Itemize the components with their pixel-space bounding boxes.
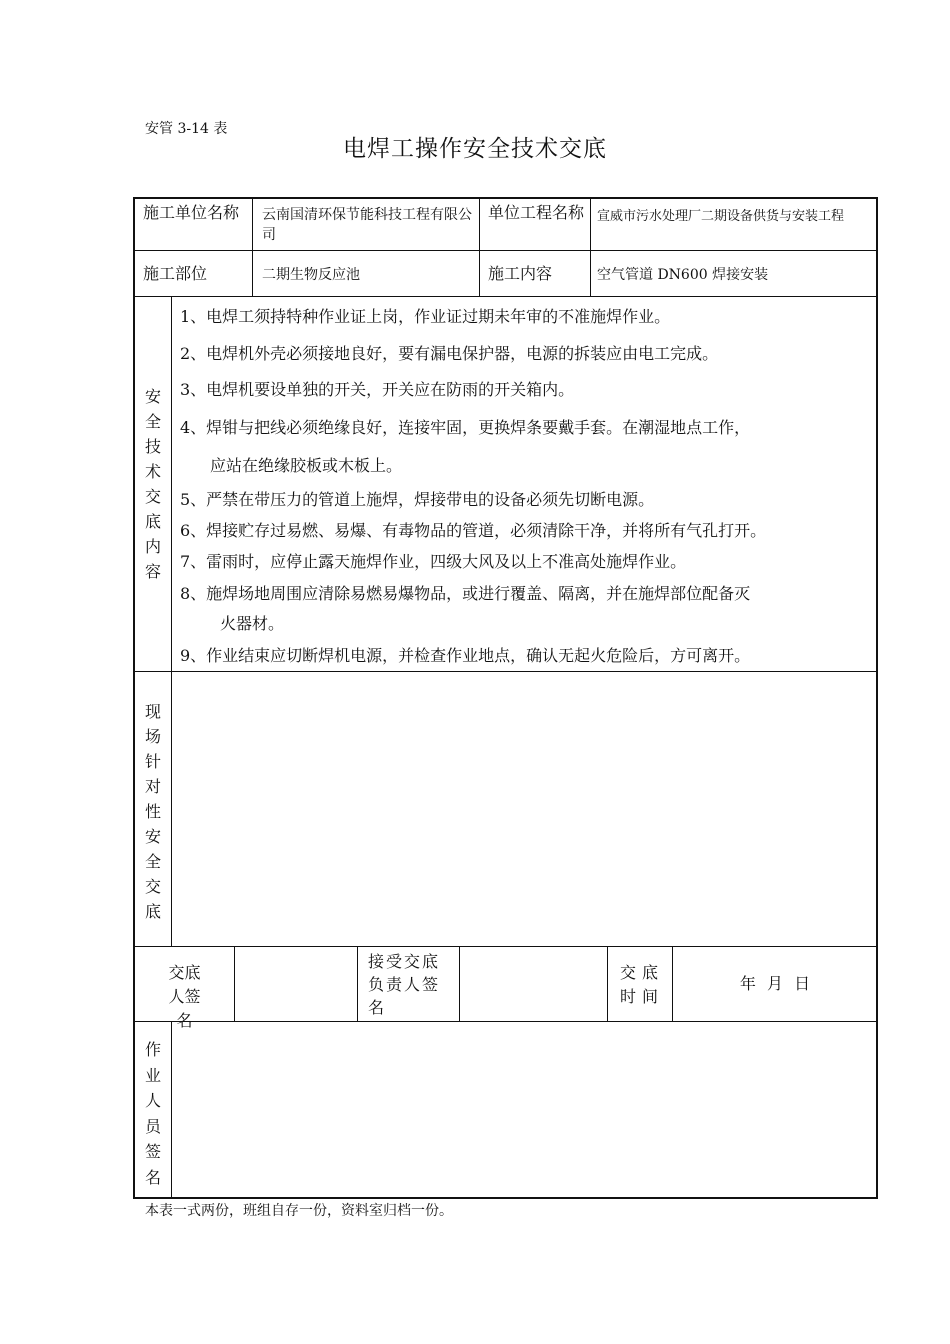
site-section-label: 现场针对性安全交底: [144, 702, 161, 921]
workers-signature-area[interactable]: [172, 1022, 877, 1198]
col-divider: [479, 198, 480, 296]
col-divider: [590, 198, 591, 296]
safety-section-label: 安全技术交底内容: [144, 387, 161, 581]
safety-item: 5、严禁在带压力的管道上施焊，焊接带电的设备必须先切断电源。: [180, 490, 655, 509]
safety-item: 2、电焊机外壳必须接地良好，要有漏电保护器，电源的拆装应由电工完成。: [180, 344, 719, 363]
briefer-label: 交底人签名: [168, 963, 201, 1030]
receiver-signature-field[interactable]: [460, 947, 607, 1021]
safety-item: 6、焊接贮存过易燃、易爆、有毒物品的管道，必须清除干净，并将所有气孔打开。: [180, 521, 767, 540]
safety-item-continued: 火器材。: [220, 614, 285, 633]
safety-item-continued: 应站在绝缘胶板或木板上。: [210, 456, 403, 475]
safety-item: 4、焊钳与把线必须绝缘良好，连接牢固，更换焊条要戴手套。在潮湿地点工作，: [180, 418, 751, 437]
row-divider: [134, 250, 877, 251]
unit-value: 云南国清环保节能科技工程有限公司: [262, 207, 472, 243]
col-divider: [607, 946, 608, 1021]
workers-section-label: 作业人员签名: [144, 1040, 161, 1187]
location-label: 施工部位: [143, 264, 208, 283]
time-label: 交底时间: [619, 963, 664, 1006]
project-label: 单位工程名称: [488, 203, 585, 222]
date-field[interactable]: 年 月 日: [739, 974, 811, 993]
briefer-signature-field[interactable]: [235, 947, 357, 1021]
page-title: 电焊工操作安全技术交底: [343, 136, 607, 162]
safety-item: 7、雷雨时，应停止露天施焊作业，四级大风及以上不准高处施焊作业。: [180, 552, 687, 571]
row-divider: [134, 296, 877, 297]
form-code: 安管 3-14 表: [145, 121, 228, 137]
col-divider: [252, 198, 253, 296]
location-value: 二期生物反应池: [262, 267, 360, 283]
project-value: 宣威市污水处理厂二期设备供货与安装工程: [597, 209, 845, 224]
content-value: 空气管道 DN600 焊接安装: [597, 267, 769, 283]
footer-note: 本表一式两份，班组自存一份，资料室归档一份。: [145, 1203, 453, 1219]
safety-item: 8、施焊场地周围应清除易燃易爆物品，或进行覆盖、隔离，并在施焊部位配备灭: [180, 584, 751, 603]
site-content-area[interactable]: [172, 672, 877, 946]
unit-label: 施工单位名称: [143, 203, 240, 222]
safety-item: 9、作业结束应切断焊机电源，并检查作业地点，确认无起火危险后，方可离开。: [180, 646, 751, 665]
content-label: 施工内容: [488, 264, 553, 283]
receiver-label: 接受交底负责人签名: [368, 952, 441, 1017]
col-divider: [357, 946, 358, 1021]
safety-item: 3、电焊机要设单独的开关，开关应在防雨的开关箱内。: [180, 380, 575, 399]
safety-item: 1、电焊工须持特种作业证上岗，作业证过期未年审的不准施焊作业。: [180, 307, 671, 326]
